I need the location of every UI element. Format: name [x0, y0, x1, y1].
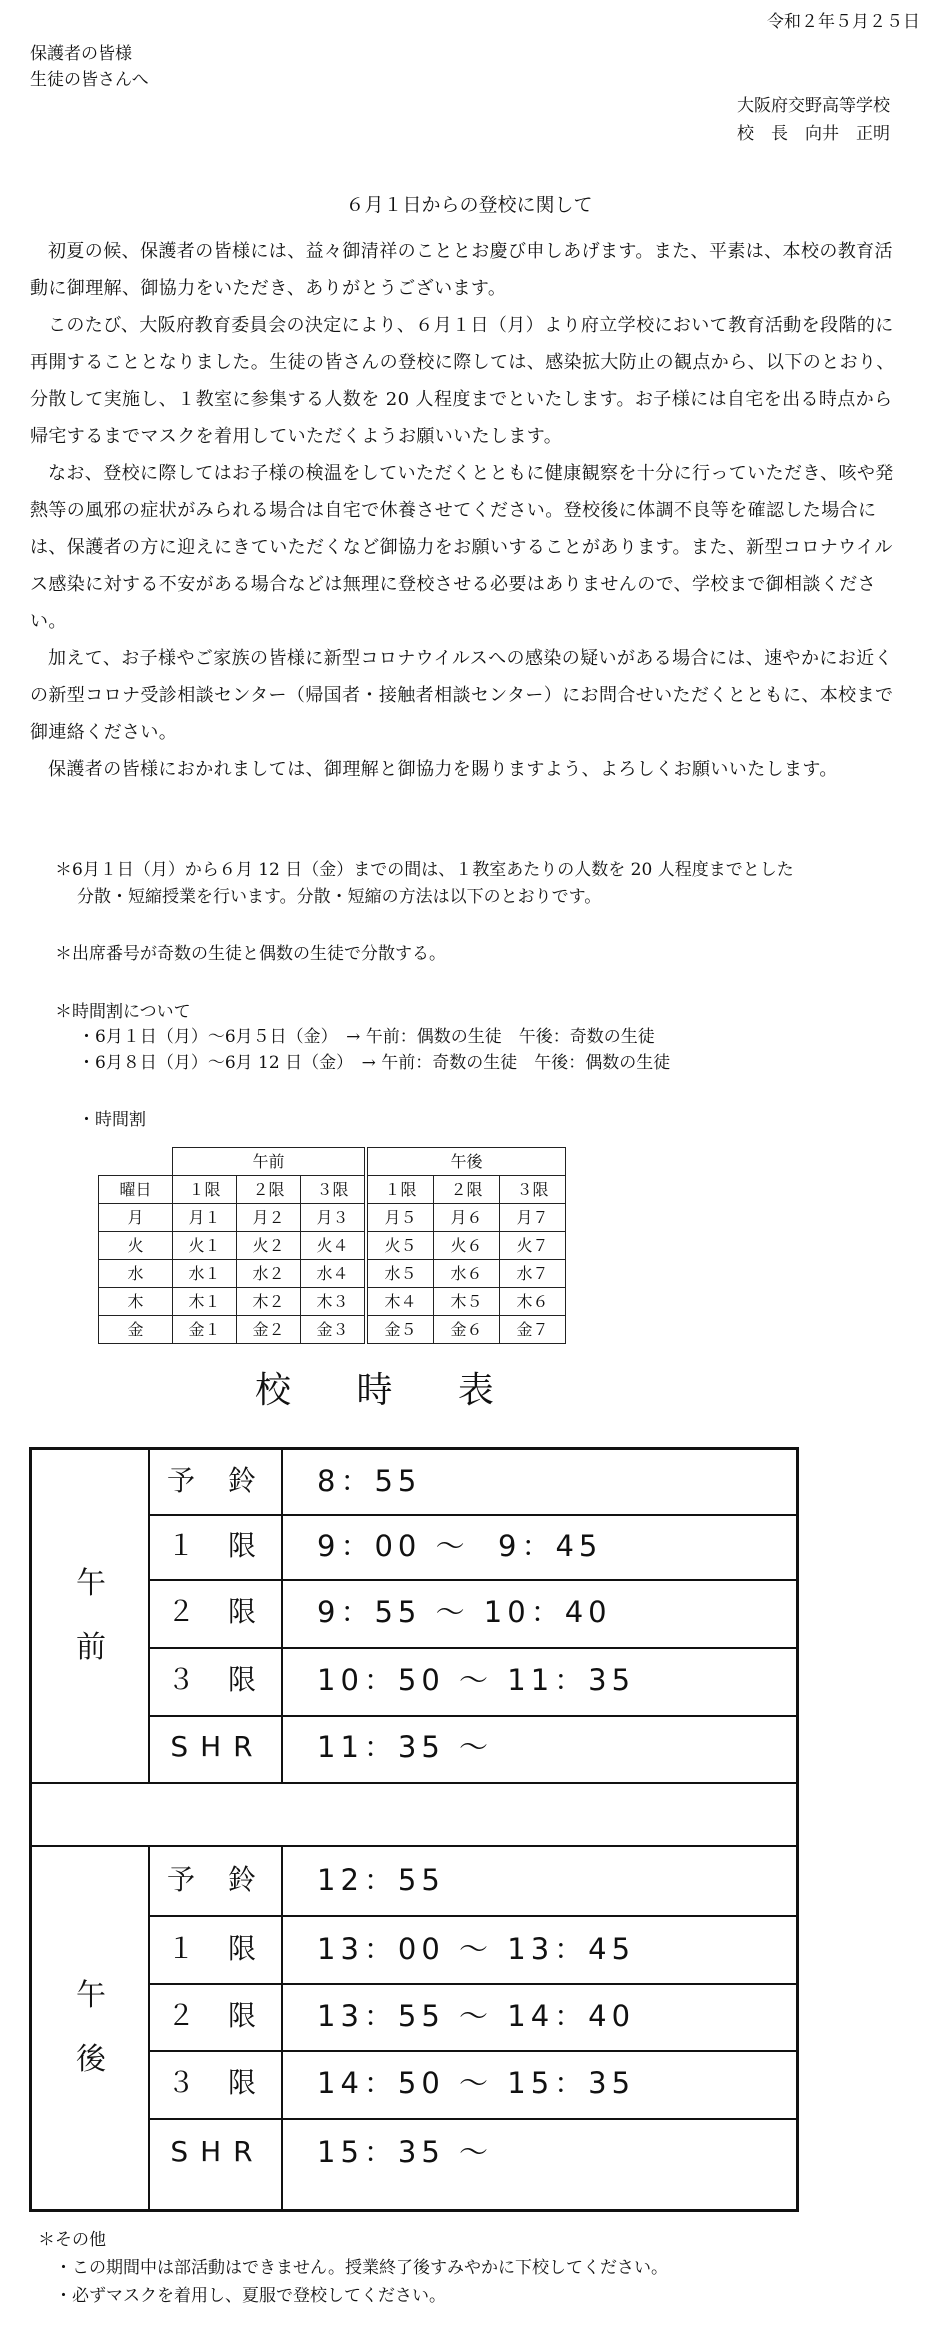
class-cell: 水２ [237, 1260, 301, 1288]
table-row [99, 1260, 566, 1288]
bell-time: 9：55 ～ 10：40 [317, 1595, 612, 1629]
bell-time: 15：35 ～ [317, 2135, 494, 2169]
letter-title: ６月１日からの登校に関して [345, 194, 593, 216]
class-cell: 木５ [434, 1288, 500, 1316]
class-cell: 火５ [368, 1232, 434, 1260]
bell-time: 9：00 ～ 9：45 [317, 1529, 603, 1563]
class-cell: 水５ [368, 1260, 434, 1288]
principal-name: 校 長 向井 正明 [737, 124, 890, 144]
paragraph-closing: 保護者の皆様におかれましては、御理解と御協力を賜りますよう、よろしくお願いいたします。 [48, 759, 838, 780]
note-week2: ・6月８日（月）～6月 12 日（金） → 午前：奇数の生徒 午後：偶数の生徒 [78, 1053, 671, 1073]
day-cell: 火 [99, 1232, 173, 1260]
timetable-label: ・時間割 [78, 1110, 146, 1130]
table-row [99, 1232, 566, 1260]
class-cell: 火２ [237, 1232, 301, 1260]
class-cell: 水１ [173, 1260, 237, 1288]
class-cell: 木１ [173, 1288, 237, 1316]
bell-schedule [29, 1447, 799, 2212]
bell-period: ２ 限 [167, 1999, 268, 2032]
bell-period: １ 限 [167, 1529, 268, 1562]
day-cell: 木 [99, 1288, 173, 1316]
addressee-guardians: 保護者の皆様 [30, 44, 132, 64]
am-period-header: １限 [173, 1176, 237, 1204]
note-week1: ・6月１日（月）～6月５日（金） → 午前：偶数の生徒 午後：奇数の生徒 [78, 1027, 655, 1047]
letter-date: 令和２年５月２５日 [767, 12, 920, 32]
class-cell: 木２ [237, 1288, 301, 1316]
other-heading: ＊その他 [38, 2230, 106, 2250]
bell-period: 予 鈴 [167, 1863, 268, 1896]
class-cell: 水４ [301, 1260, 365, 1288]
class-cell: 月１ [173, 1204, 237, 1232]
other-note-mask: ・必ずマスクを着用し、夏服で登校してください。 [55, 2286, 446, 2306]
paragraph-resumption: このたび、大阪府教育委員会の決定により、６月１日（月）より府立学校において教育活動を段階的に再開することとなりました。生徒の皆さんの登校に際しては、感染拡大防止の観点から、以下のとおり、分散して実施し、１教室に参集する人数を 20 人程度までといたします。お子様には自宅を出る時点から帰宅するまでマスクを着用していただくようお願いいたします。 [30, 315, 895, 447]
bell-time: 12：55 [317, 1863, 445, 1897]
am-header: 午前 [173, 1148, 365, 1176]
class-cell: 金７ [500, 1316, 566, 1344]
bell-time: 8：55 [317, 1464, 422, 1498]
class-cell: 月３ [301, 1204, 365, 1232]
bell-time: 13：00 ～ 13：45 [317, 1932, 636, 1966]
bell-period: ２ 限 [167, 1595, 268, 1628]
class-cell: 木３ [301, 1288, 365, 1316]
pm-period-header: ３限 [500, 1176, 566, 1204]
note-timetable-heading: ＊時間割について [55, 1002, 191, 1022]
day-cell: 水 [99, 1260, 173, 1288]
class-cell: 金６ [434, 1316, 500, 1344]
day-cell: 金 [99, 1316, 173, 1344]
class-cell: 月５ [368, 1204, 434, 1232]
bell-time: 13：55 ～ 14：40 [317, 1999, 636, 2033]
bell-period: 予 鈴 [167, 1464, 268, 1497]
pm-section-label: 午 後 [76, 1978, 106, 2077]
pm-header: 午後 [368, 1148, 566, 1176]
pm-period-header: １限 [368, 1176, 434, 1204]
day-header: 曜日 [99, 1176, 173, 1204]
other-note-club: ・この期間中は部活動はできません。授業終了後すみやかに下校してください。 [55, 2258, 669, 2278]
class-cell: 水６ [434, 1260, 500, 1288]
am-period-header: ３限 [301, 1176, 365, 1204]
addressee-students: 生徒の皆さんへ [30, 70, 149, 90]
corner-cell [99, 1148, 173, 1176]
class-cell: 金３ [301, 1316, 365, 1344]
bell-schedule-title: 校 時 表 [255, 1370, 521, 1411]
school-name: 大阪府交野高等学校 [737, 96, 890, 116]
class-cell: 金１ [173, 1316, 237, 1344]
class-timetable [98, 1147, 566, 1344]
bell-period: ３ 限 [167, 1663, 268, 1696]
class-cell: 火４ [301, 1232, 365, 1260]
note-reduced-class: ＊6月１日（月）から６月 12 日（金）までの間は、１教室あたりの人数を 20 人程度までとした [55, 860, 794, 880]
class-cell: 水７ [500, 1260, 566, 1288]
class-cell: 月７ [500, 1204, 566, 1232]
table-row [99, 1316, 566, 1344]
class-cell: 火７ [500, 1232, 566, 1260]
class-cell: 木４ [368, 1288, 434, 1316]
table-row [99, 1288, 566, 1316]
paragraph-health-check: なお、登校に際してはお子様の検温をしていただくとともに健康観察を十分に行っていただき、咳や発熱等の風邪の症状がみられる場合は自宅で休養させてください。登校後に体調不良等を確認した場合には、保護者の方に迎えにきていただくなど御協力をお願いすることがあります。また、新型コロナウイルス感染に対する不安がある場合などは無理に登校させる必要はありませんので、学校まで御相談ください。 [30, 463, 894, 632]
am-period-header: ２限 [237, 1176, 301, 1204]
bell-period: １ 限 [167, 1932, 268, 1965]
paragraph-infection: 加えて、お子様やご家族の皆様に新型コロナウイルスへの感染の疑いがある場合には、速やかにお近くの新型コロナ受診相談センター（帰国者・接触者相談センター）にお問合せいただくとともに、本校まで御連絡ください。 [30, 648, 894, 743]
class-cell: 金２ [237, 1316, 301, 1344]
class-cell: 木６ [500, 1288, 566, 1316]
class-cell: 金５ [368, 1316, 434, 1344]
day-cell: 月 [99, 1204, 173, 1232]
class-cell: 火６ [434, 1232, 500, 1260]
bell-time: 14：50 ～ 15：35 [317, 2066, 636, 2100]
bell-period: SHR [170, 1730, 265, 1763]
table-row [99, 1204, 566, 1232]
class-cell: 火１ [173, 1232, 237, 1260]
class-cell: 月２ [237, 1204, 301, 1232]
bell-period: ３ 限 [167, 2066, 268, 2099]
paragraph-greeting: 初夏の候、保護者の皆様には、益々御清祥のこととお慶び申しあげます。また、平素は、本校の教育活動に御理解、御協力をいただき、ありがとうございます。 [30, 241, 893, 299]
note-odd-even: ＊出席番号が奇数の生徒と偶数の生徒で分散する。 [55, 944, 446, 964]
am-section-label: 午 前 [76, 1566, 106, 1665]
class-cell: 月６ [434, 1204, 500, 1232]
bell-time: 10：50 ～ 11：35 [317, 1663, 636, 1697]
note-reduced-class-cont: 分散・短縮授業を行います。分散・短縮の方法は以下のとおりです。 [77, 887, 602, 907]
bell-period: SHR [170, 2135, 265, 2168]
bell-time: 11：35 ～ [317, 1730, 494, 1764]
pm-period-header: ２限 [434, 1176, 500, 1204]
